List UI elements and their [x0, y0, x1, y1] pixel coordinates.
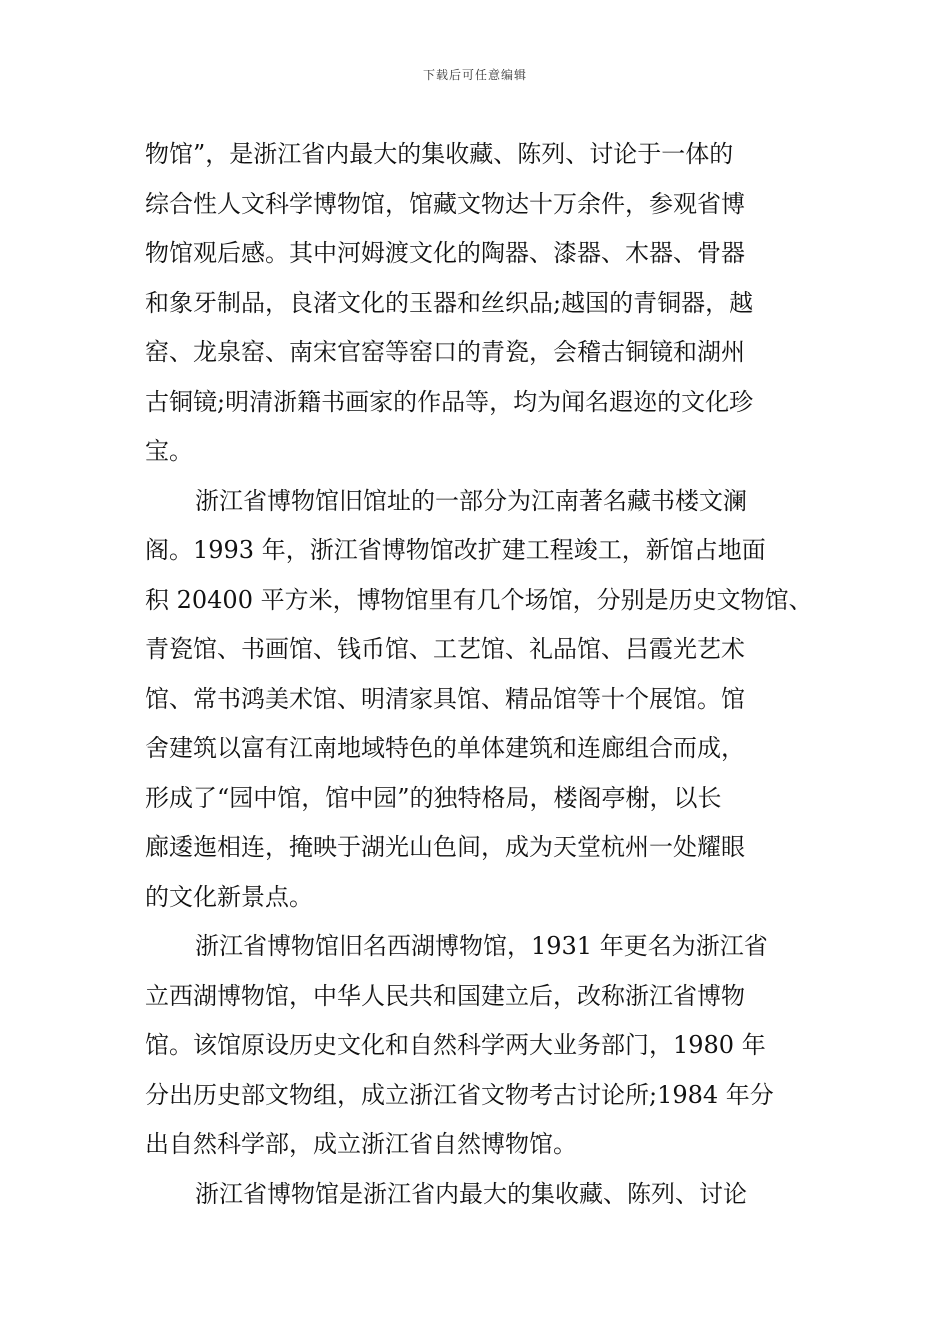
text-line: 积 20400 平方米，博物馆里有几个场馆，分别是历史文物馆、: [145, 585, 813, 614]
text-line: 出自然科学部，成立浙江省自然博物馆。: [145, 1130, 577, 1158]
text-line: 的文化新景点。: [145, 882, 313, 911]
text-line: 古铜镜;明清浙籍书画家的作品等，均为闻名遐迩的文化珍: [145, 387, 754, 416]
text-line: 分出历史部文物组，成立浙江省文物考古讨论所;1984 年分: [145, 1080, 774, 1109]
text-line: 物馆观后感。其中河姆渡文化的陶器、漆器、木器、骨器: [145, 239, 745, 267]
text-line: 形成了“园中馆，馆中园”的独特格局，楼阁亭榭，以长: [145, 783, 722, 812]
text-line: 阁。1993 年，浙江省博物馆改扩建工程竣工，新馆占地面: [145, 536, 766, 564]
text-line: 馆。该馆原设历史文化和自然科学两大业务部门，1980 年: [145, 1031, 766, 1059]
text-line: 馆、常书鸿美术馆、明清家具馆、精品馆等十个展馆。馆: [145, 684, 745, 713]
text-line: 浙江省博物馆是浙江省内最大的集收藏、陈列、讨论: [195, 1179, 747, 1208]
document-body: [145, 130, 825, 1219]
text-line: 舍建筑以富有江南地域特色的单体建筑和连廊组合而成，: [145, 734, 745, 762]
text-line: 物馆”，是浙江省内最大的集收藏、陈列、讨论于一体的: [145, 140, 734, 168]
text-line: 和象牙制品，良渚文化的玉器和丝织品;越国的青铜器，越: [145, 288, 754, 317]
text-line: 廊逶迤相连，掩映于湖光山色间，成为天堂杭州一处耀眼: [145, 833, 745, 861]
text-line: 宝。: [145, 437, 193, 465]
paragraph-4: [145, 1170, 825, 1220]
header-note: 下载后可任意编辑: [422, 68, 527, 82]
text-line: 浙江省博物馆旧馆址的一部分为江南著名藏书楼文澜: [195, 486, 747, 515]
text-line: 青瓷馆、书画馆、钱币馆、工艺馆、礼品馆、吕霞光艺术: [145, 635, 745, 663]
text-line: 综合性人文科学博物馆，馆藏文物达十万余件，参观省博: [145, 189, 745, 218]
paragraph-2: [145, 477, 825, 923]
paragraph-3: [145, 922, 825, 1170]
text-line: 窑、龙泉窑、南宋官窑等窑口的青瓷，会稽古铜镜和湖州: [145, 338, 745, 366]
text-line: 立西湖博物馆，中华人民共和国建立后，改称浙江省博物: [145, 981, 745, 1010]
paragraph-1: [145, 130, 825, 477]
text-line: 浙江省博物馆旧名西湖博物馆，1931 年更名为浙江省: [195, 932, 768, 960]
